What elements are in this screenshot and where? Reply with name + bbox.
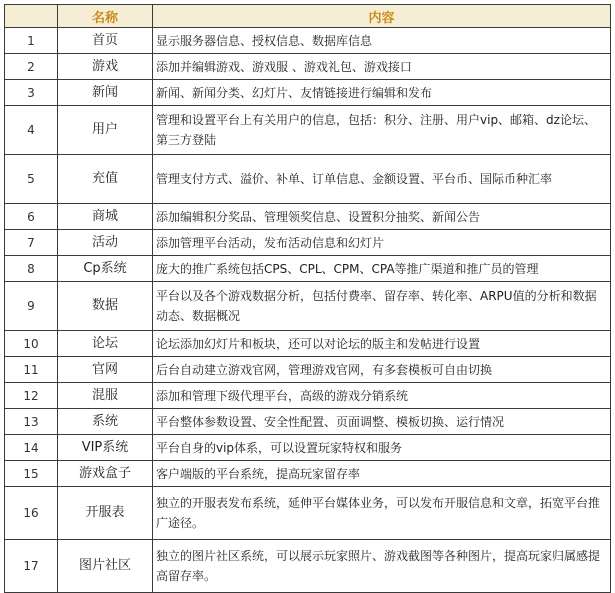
row-number: 8: [5, 256, 58, 282]
row-name: 充值: [58, 155, 153, 204]
table-row: [5, 204, 611, 230]
row-name: 首页: [58, 28, 153, 54]
row-name: 官网: [58, 357, 153, 383]
row-number: 5: [5, 155, 58, 204]
row-description: 客户端版的平台系统，提高玩家留存率: [153, 461, 611, 487]
table-row: [5, 331, 611, 357]
table-row: [5, 28, 611, 54]
row-number: 7: [5, 230, 58, 256]
table-row: [5, 487, 611, 540]
row-description: 管理支付方式、溢价、补单、订单信息、金额设置、平台币、国际币种汇率: [153, 155, 611, 204]
row-name: 系统: [58, 409, 153, 435]
header-name: 名称: [58, 5, 153, 28]
row-description: 平台自身的vip体系，可以设置玩家特权和服务: [153, 435, 611, 461]
row-name: 开服表: [58, 487, 153, 540]
row-name: 商城: [58, 204, 153, 230]
table-row: [5, 282, 611, 331]
row-number: 1: [5, 28, 58, 54]
row-name: 论坛: [58, 331, 153, 357]
row-number: 12: [5, 383, 58, 409]
row-name: 活动: [58, 230, 153, 256]
table-row: [5, 256, 611, 282]
table-row: [5, 106, 611, 155]
table-row: [5, 461, 611, 487]
row-name: Cp系统: [58, 256, 153, 282]
table-row: [5, 435, 611, 461]
row-description: 后台自动建立游戏官网，管理游戏官网，有多套模板可自由切换: [153, 357, 611, 383]
row-name: 图片社区: [58, 540, 153, 593]
row-number: 11: [5, 357, 58, 383]
table-row: [5, 80, 611, 106]
row-number: 15: [5, 461, 58, 487]
row-number: 13: [5, 409, 58, 435]
row-name: 用户: [58, 106, 153, 155]
row-description: 平台整体参数设置、安全性配置、页面调整、模板切换、运行情况: [153, 409, 611, 435]
row-number: 10: [5, 331, 58, 357]
row-description: 庞大的推广系统包括CPS、CPL、CPM、CPA等推广渠道和推广员的管理: [153, 256, 611, 282]
row-description: 添加编辑积分奖品、管理领奖信息、设置积分抽奖、新闻公告: [153, 204, 611, 230]
row-number: 9: [5, 282, 58, 331]
table-row: [5, 383, 611, 409]
header-content: 内容: [153, 5, 611, 28]
table-row: [5, 540, 611, 593]
row-number: 4: [5, 106, 58, 155]
row-name: 游戏盒子: [58, 461, 153, 487]
row-name: VIP系统: [58, 435, 153, 461]
row-number: 16: [5, 487, 58, 540]
row-number: 6: [5, 204, 58, 230]
row-description: 显示服务器信息、授权信息、数据库信息: [153, 28, 611, 54]
table-row: [5, 409, 611, 435]
row-number: 3: [5, 80, 58, 106]
row-description: 管理和设置平台上有关用户的信息，包括：积分、注册、用户vip、邮箱、dz论坛、第三方登陆: [153, 106, 611, 155]
header-number: [5, 5, 58, 28]
row-description: 新闻、新闻分类、幻灯片、友情链接进行编辑和发布: [153, 80, 611, 106]
row-description: 添加并编辑游戏、游戏服 、游戏礼包、游戏接口: [153, 54, 611, 80]
table-row: [5, 54, 611, 80]
table-row: [5, 357, 611, 383]
row-name: 混服: [58, 383, 153, 409]
row-description: 平台以及各个游戏数据分析，包括付费率、留存率、转化率、ARPU值的分析和数据动态、数据概况: [153, 282, 611, 331]
row-name: 数据: [58, 282, 153, 331]
row-description: 论坛添加幻灯片和板块，还可以对论坛的版主和发帖进行设置: [153, 331, 611, 357]
row-description: 独立的开服表发布系统，延伸平台媒体业务，可以发布开服信息和文章，拓宽平台推广途径。: [153, 487, 611, 540]
feature-table: [4, 4, 611, 593]
table-row: [5, 155, 611, 204]
table-row: [5, 230, 611, 256]
row-number: 14: [5, 435, 58, 461]
row-description: 添加和管理下级代理平台，高级的游戏分销系统: [153, 383, 611, 409]
row-name: 游戏: [58, 54, 153, 80]
row-description: 添加管理平台活动，发布活动信息和幻灯片: [153, 230, 611, 256]
table-header-row: [5, 5, 611, 28]
row-number: 17: [5, 540, 58, 593]
row-description: 独立的图片社区系统，可以展示玩家照片、游戏截图等各种图片，提高玩家归属感提高留存率。: [153, 540, 611, 593]
row-name: 新闻: [58, 80, 153, 106]
row-number: 2: [5, 54, 58, 80]
